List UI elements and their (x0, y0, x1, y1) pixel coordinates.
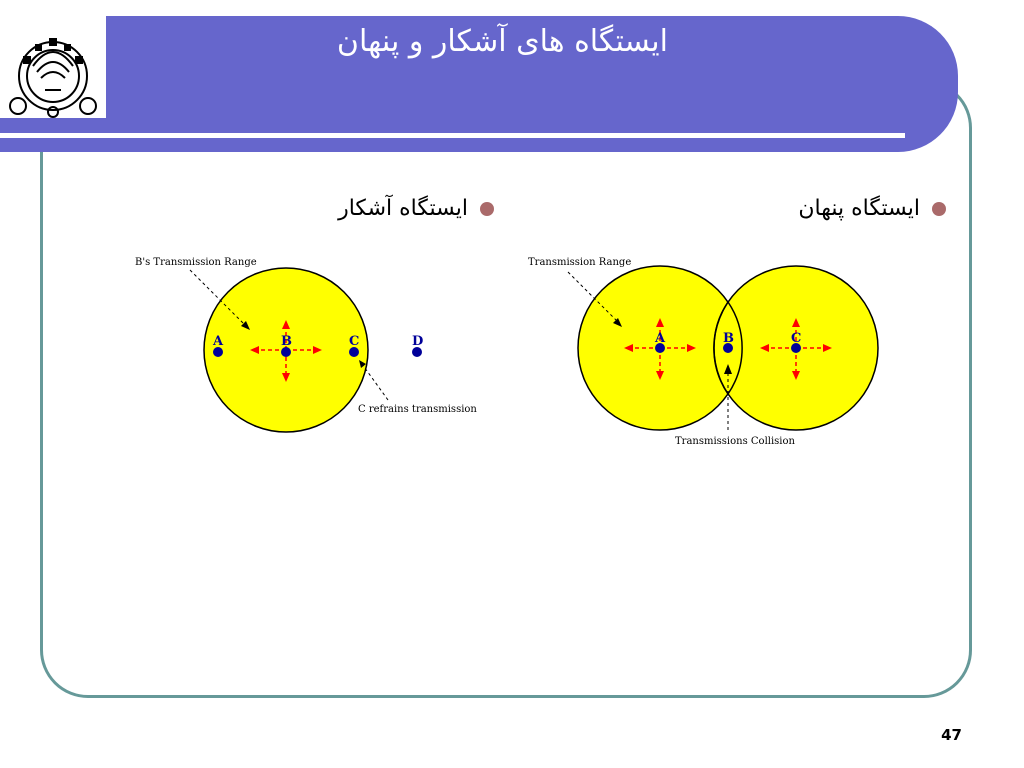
collision-label: Transmissions Collision (675, 436, 795, 447)
transmission-range-label: Transmission Range (528, 257, 632, 268)
bullet-dot-icon (932, 202, 946, 216)
bullet-hidden-label: ایستگاه پنهان (798, 196, 920, 221)
b-range-label: B's Transmission Range (135, 257, 257, 268)
node-a-label: A (213, 334, 224, 349)
node-a-label: A (655, 331, 666, 346)
node-d-label: D (412, 334, 424, 349)
bullet-dot-icon (480, 202, 494, 216)
node-c-label: C (791, 331, 802, 346)
page-number: 47 (941, 726, 962, 744)
bullet-exposed-station (338, 196, 494, 221)
hidden-station-diagram (520, 250, 890, 455)
refrain-pointer (362, 364, 388, 400)
university-logo-icon (0, 16, 106, 118)
bullet-exposed-label: ایستگاه آشکار (338, 196, 468, 221)
node-b-label: B (281, 334, 292, 349)
slide-title: ایستگاه های آشکار و پنهان (336, 24, 668, 59)
node-c-label: C (349, 334, 360, 349)
logo-area (0, 16, 106, 118)
header-underline (0, 133, 905, 138)
refrain-label: C refrains transmission (358, 404, 477, 415)
node-b-label: B (723, 331, 734, 346)
bullet-hidden-station (798, 196, 946, 221)
exposed-station-diagram (130, 250, 490, 440)
